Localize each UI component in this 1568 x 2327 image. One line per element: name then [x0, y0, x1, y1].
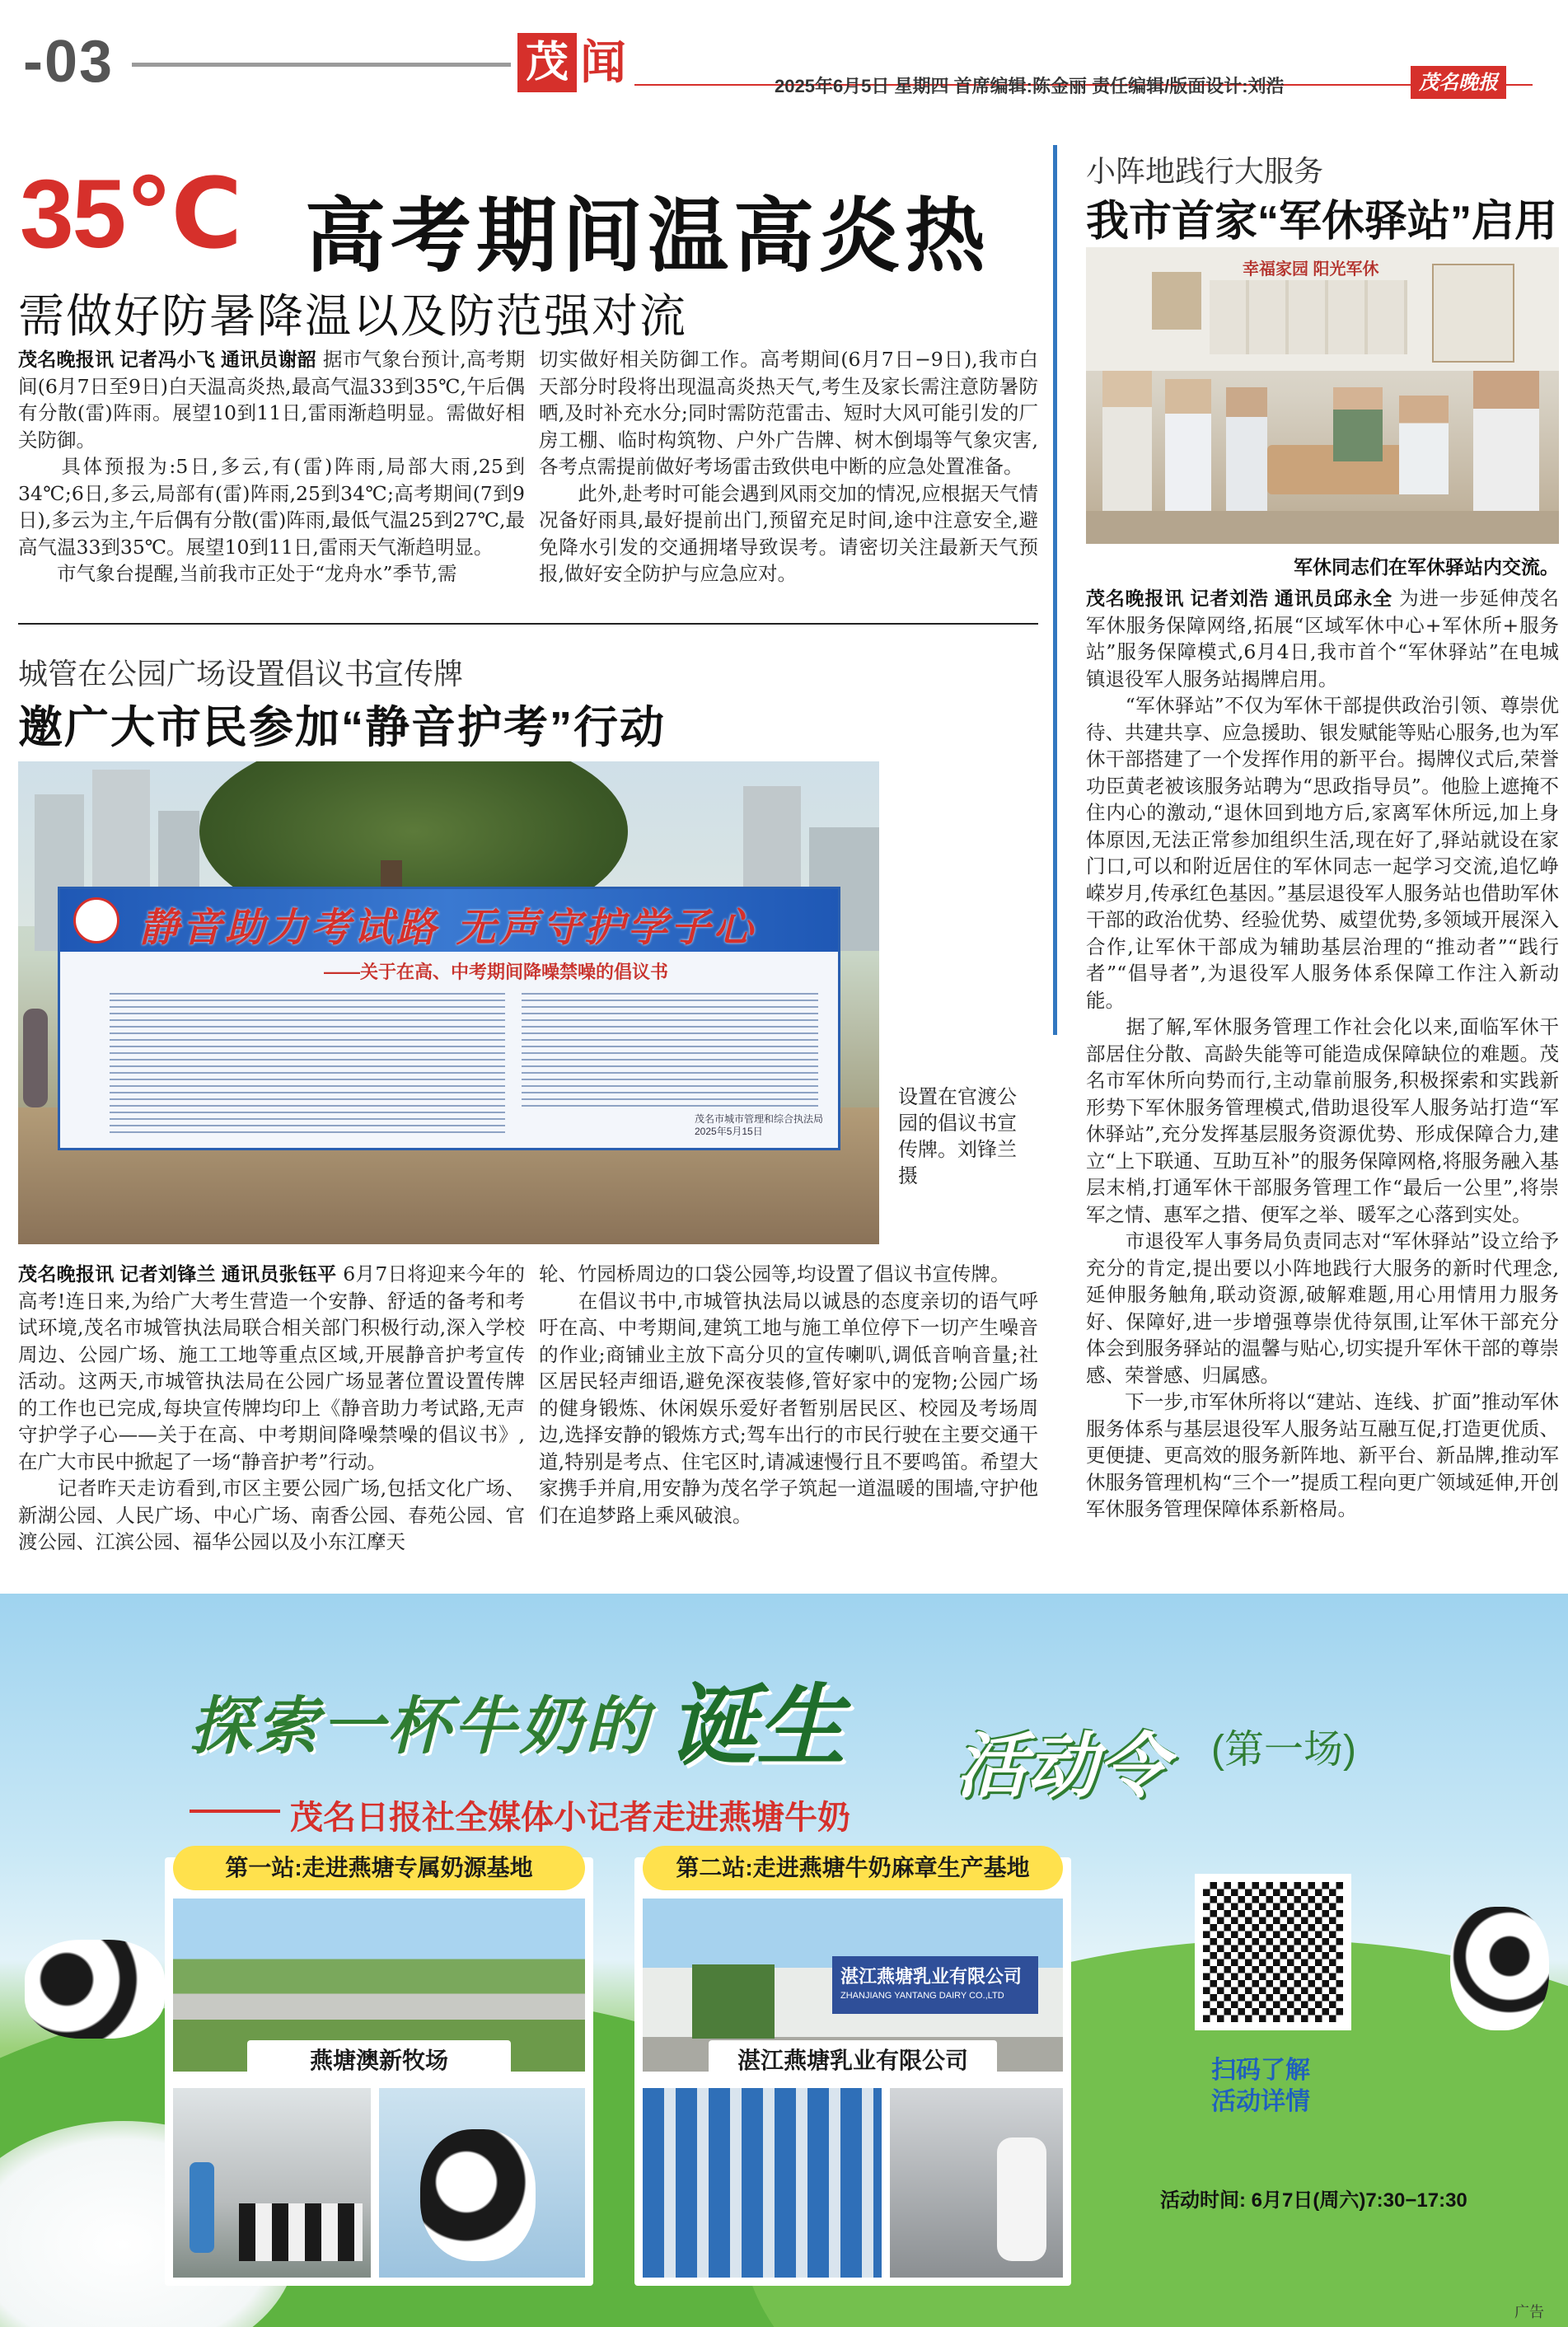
person — [1333, 387, 1383, 461]
banner-board — [58, 887, 840, 1150]
subheadline: 需做好防暑降温以及防范强对流 — [18, 290, 687, 342]
byline: 茂名晚报讯 记者刘浩 通讯员邱永全 — [1086, 588, 1392, 609]
ad-title: 探索一杯牛奶的 — [190, 1689, 651, 1763]
subtitle-dash — [190, 1810, 280, 1813]
pedestrian — [23, 1009, 48, 1107]
kicker: 城管在公园广场设置倡议书宣传牌 — [18, 657, 464, 691]
cow-photo — [379, 2088, 585, 2278]
advertisement — [0, 1594, 1568, 2327]
veterans-station-photo — [1086, 247, 1559, 544]
section-badge: 茂 — [517, 33, 577, 92]
column-divider — [1053, 145, 1057, 1035]
banner-text-left — [110, 988, 505, 1136]
header-line — [132, 63, 511, 67]
article-column — [18, 1261, 525, 1556]
wall-display — [1152, 272, 1201, 330]
calligraphy-scroll — [1432, 264, 1514, 363]
ad-subtitle: 茂名日报社全媒体小记者走进燕塘牛奶 — [290, 1800, 850, 1836]
ad-activity-title: 活动令 — [956, 1725, 1168, 1808]
factory-label: 湛江燕塘乳业有限公司 — [709, 2040, 997, 2081]
body-text: 据市气象台预计,高考期间(6月7日至9日)白天温高炎热,最高气温33到35℃,午后偶有分散(雷)阵雨。展望10到11日,雷雨渐趋明显。需做好相关防御。 具体预报为:5日,多云,有(雷)阵雨,局部大雨,25到34℃;6日,多云,局部有(雷)阵雨,25到34℃;高考期间(7到9日),多云为主,午后偶有分散(雷)阵雨,最低气温25到27℃,最高气温33到35℃。展望10到11日,雷雨天气渐趋明显。 市气象台提醒,当前我市正处于“龙舟水”季节,需 — [18, 348, 525, 585]
body-text: 6月7日将迎来今年的高考!连日来,为给广大考生营造一个安静、舒适的备考和考试环境,茂名市城管执法局联合相关部门积极行动,深入学校周边、公园广场、施工工地等重点区域,开展静音护考宣传活动。这两天,市城管执法局在公园广场显著位置设置传牌的工作也已完成,每块宣传牌均印上《静音助力考试路,无声守护学子心——关于在高、中考期间降噪禁噪的倡议书》,在广大市民中掀起了一场“静音护考”行动。 记者昨天走访看到,市区主要公园广场,包括文化广场、新湖公园、人民广场、中心广场、南香公园、春苑公园、官渡公园、江滨公园、福华公园以及小东江摩天 — [18, 1262, 526, 1553]
qr-pattern — [1203, 1882, 1343, 2022]
kicker: 小阵地践行大服务 — [1086, 154, 1324, 188]
production-line-photo — [643, 2088, 882, 2278]
factory-sign-cn: 湛江燕塘乳业有限公司 — [840, 1966, 1023, 1987]
headline: 高考期间温高炎热 — [305, 190, 991, 281]
cow-head — [420, 2129, 536, 2261]
banner-title: 静音助力考试路 无声守护学子心 — [139, 905, 756, 951]
cow-illustration — [25, 1940, 165, 2039]
issue-meta: 2025年6月5日 星期四 首席编辑:陈金丽 责任编辑/版面设计:刘浩 — [775, 76, 1285, 96]
cows — [239, 2203, 363, 2261]
farm-label: 燕塘澳新牧场 — [247, 2040, 511, 2081]
ad-title-emphasis: 诞生 — [667, 1674, 846, 1778]
person — [1226, 387, 1267, 511]
lab-photo — [890, 2088, 1063, 2278]
byline: 茂名晚报讯 记者冯小飞 通讯员谢韶 — [18, 349, 317, 370]
article-column — [18, 346, 525, 588]
body-text: 为进一步延伸茂名军休服务保障网络,拓展“区域军休中心+军休所+服务站”服务保障模式,6月4日,我市首个“军休驿站”在电城镇退役军人服务站揭牌启用。 “军休驿站”不仅为军休干部提供政治引领、尊崇优待、共建共享、应急援助、银发赋能等贴心服务,也为军休干部搭建了一个发挥作用的新平台。揭牌仪式后,荣誉功臣黄老被该服务站聘为“思政指导员”。他脸上遮掩不住内心的激动,“退休回到地方后,家离军休所远,加上身体原因,无法正常参加组织生活,现在好了,驿站就设在家门口,可以和附近居住的军休同志一起学习交流,追忆峥嵘岁月,传承红色基因。”基层退役军人服务站也借助军休干部的政治优势、经验优势、威望优势,多领域开展深入合作,让军休干部成为辅助基层治理的“推动者”“践行者”“倡导者”,为退役军人服务体系保障工作注入新动能。 据了解,军休服务管理工作社会化以来,面临军休干部居住分散、高龄失能等可能造成保障缺位的难题。茂名市军休所向势而行,主动靠前服务,积极探索和实践新形势下军休服务管理模式,借助退役军人服务站打造“军休驿站”,充分发挥基层服务资源优势、形成保障合力,建立“上下联通、互助互补”的服务保障网格,将服务融入基层末梢,打通军休干部服务管理工作“最后一公里”,将崇军之情、惠军之措、便军之举、暖军之心落到实处。 市退役军人事务局负责同志对“军休驿站”设立给予充分的肯定,提出要以小阵地践行大服务的新时代理念,延伸服务触角,联动资源,破解难题,用心用情用力服务好、保障好,进一步增强尊崇优待氛围,让军休干部充分体会到服务驿站的温馨与贴心,切实提升军休干部的尊崇感、荣誉感、归属感。 下一步,市军休所将以“建站、连线、扩面”推动军休服务体系与基层退役军人服务站互融互促,打造更优质、更便捷、更高效的服务新阵地、新平台、新品牌,推动军休服务管理机构“三个一”提质工程向更广领域延伸,开创军休服务管理保障体系新格局。 — [1086, 587, 1560, 1520]
divider — [18, 623, 1038, 625]
wall-panels — [1210, 280, 1407, 354]
emblem-icon — [73, 897, 119, 943]
cow-illustration — [1450, 1907, 1549, 2030]
park-banner-photo — [18, 761, 879, 1244]
ad-label: 广告 — [1514, 2304, 1544, 2320]
article-column: 轮、竹园桥周边的口袋公园等,均设置了倡议书宣传牌。 在倡议书中,市城管执法局以诚恳的态度亲切的语气呼吁在高、中考期间,建筑工地与施工单位停下一切产生噪音的作业;商铺业主放下高分贝的宣传喇叭,调低音响音量;社区居民轻声细语,避免深夜装修,管好家中的宠物;公园广场的健身锻炼、休闲娱乐爱好者暂别居民区、校园及考场周边,选择安静的锻炼方式;驾车出行的市民行驶在主要交通干道,特别是考点、住宅区时,请减速慢行且不要鸣笛。希望大家携手并肩,用安静为茂名学子筑起一道温暖的围墙,守护他们在追梦路上乘风破浪。 — [539, 1262, 1038, 1527]
masthead-logo: 茂名晚报 — [1411, 66, 1506, 99]
trees — [692, 1964, 775, 2039]
worker — [190, 2162, 214, 2253]
headline: 邀广大市民参加“静音护考”行动 — [18, 703, 666, 752]
station1-label: 第一站:走进燕塘专属奶源基地 — [173, 1846, 585, 1890]
headline: 我市首家“军休驿站”启用 — [1086, 198, 1558, 246]
banner-text-right — [522, 988, 818, 1112]
station2-label: 第二站:走进燕塘牛奶麻章生产基地 — [643, 1846, 1063, 1890]
article-column: 切实做好相关防御工作。高考期间(6月7日−9日),我市白天部分时段将出现温高炎热天气,考生及家长需注意防暑防晒,及时补充水分;同时需防范雷击、短时大风可能引发的厂房工棚、临时构筑物、户外广告牌、树木倒塌等气象灾害,各考点需提前做好考场雷击致供电中断的应急处置准备。 此外,赴考时可能会遇到风雨交加的情况,应根据天气情况备好雨具,最好提前出门,预留充足时间,途中注意安全,避免降水引发的交通拥堵导致误考。请密切关注最新天气预报,做好安全防护与应急应对。 — [539, 348, 1038, 585]
wall-slogan: 幸福家园 阳光军休 — [1243, 260, 1379, 279]
ad-session: (第一场) — [1211, 1728, 1356, 1772]
page-number: -03 — [23, 29, 115, 95]
technician — [997, 2137, 1046, 2261]
article-column — [1086, 585, 1559, 1523]
headline-temperature: 35℃ — [20, 160, 241, 269]
banner-footer: 茂名市城市管理和综合执法局 2025年5月15日 — [695, 1113, 824, 1137]
person — [1399, 396, 1449, 494]
qr-code[interactable] — [1195, 1874, 1351, 2030]
barn-photo — [173, 2088, 371, 2278]
factory-sign — [832, 1956, 1038, 2014]
photo-caption: 军休同志们在军休驿站内交流。 — [1294, 556, 1559, 578]
banner-subtitle: ——关于在高、中考期间降噪禁噪的倡议书 — [324, 962, 669, 982]
scan-text: 扫码了解 活动详情 — [1211, 2057, 1310, 2115]
activity-time: 活动时间: 6月7日(周六)7:30−17:30 — [1160, 2189, 1467, 2212]
floor — [1086, 511, 1559, 544]
photo-caption: 设置在官渡公园的倡议书宣传牌。刘锋兰摄 — [898, 1086, 1017, 1187]
factory-sign-en: ZHANJIANG YANTANG DAIRY CO.,LTD — [840, 1991, 1004, 2001]
section-name: 闻 — [580, 35, 626, 90]
byline: 茂名晚报讯 记者刘锋兰 通讯员张钰平 — [18, 1263, 337, 1285]
